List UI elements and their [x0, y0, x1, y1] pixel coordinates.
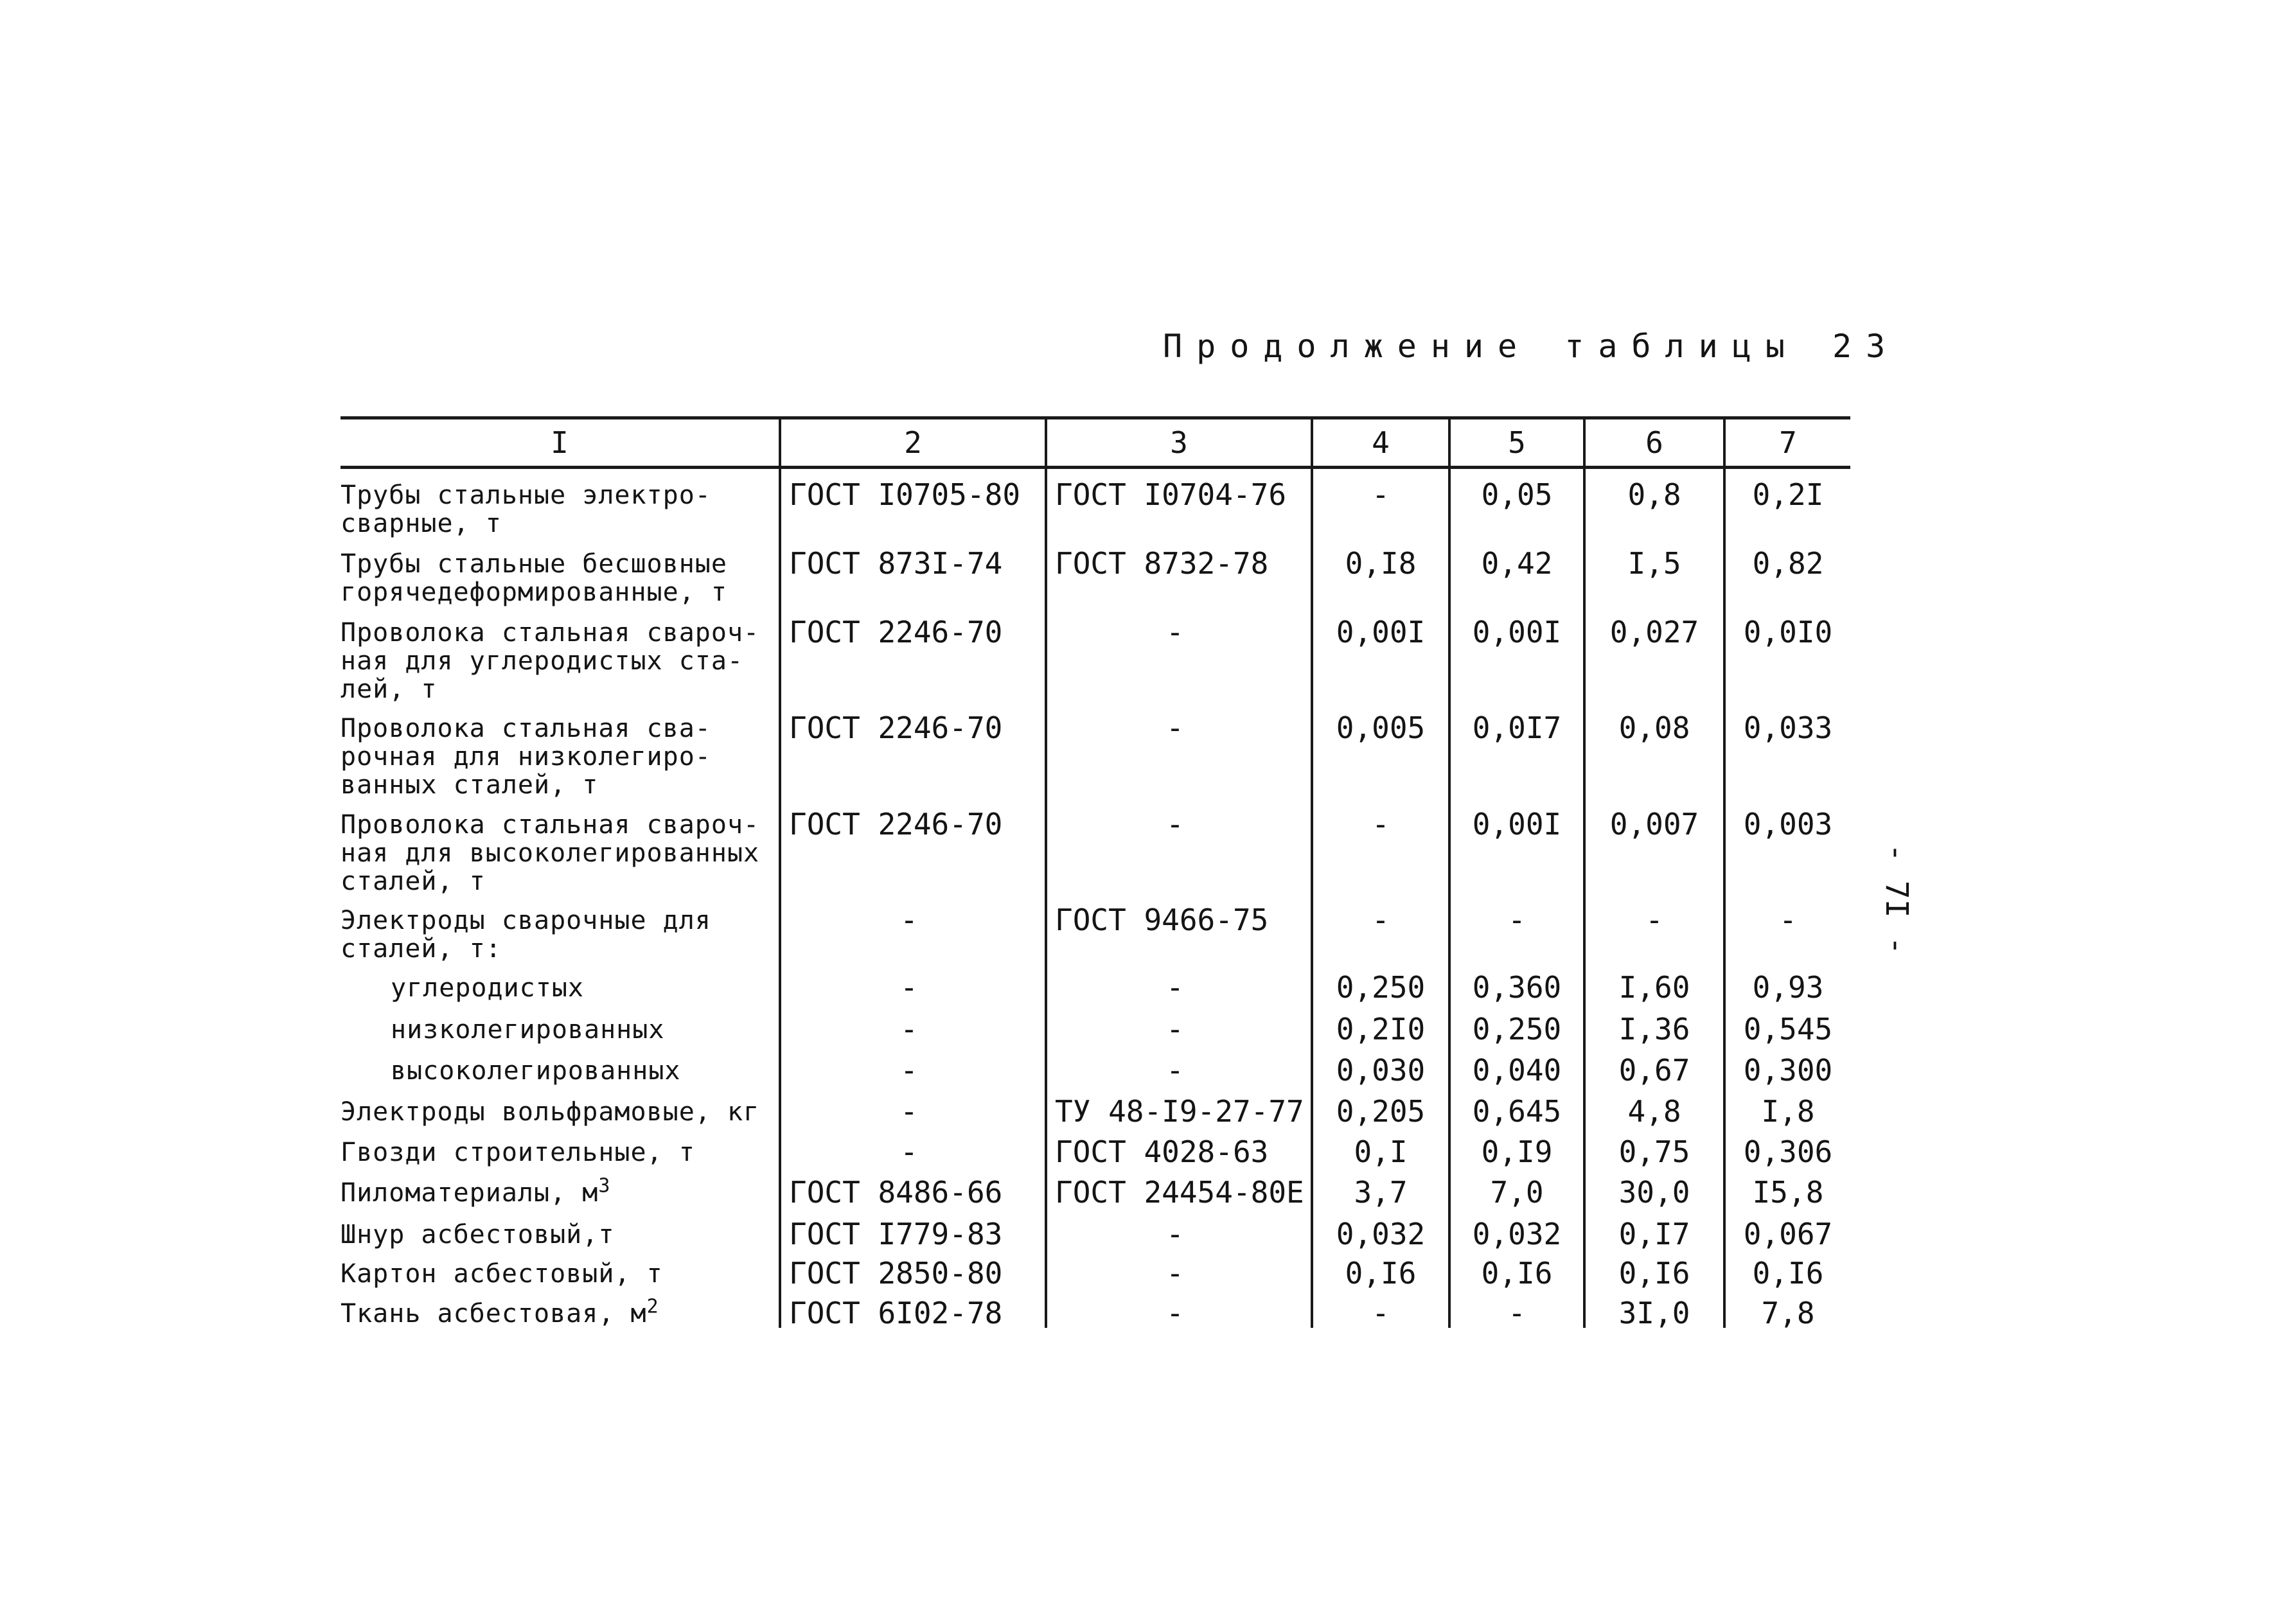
gost-main-cell: ГОСТ 2246-70: [789, 615, 1003, 649]
material-name-text: Гвозди строительные, т: [341, 1138, 695, 1167]
value-cell-6: 0,007: [1609, 807, 1699, 842]
gost-main-cell: ГОСТ 8486-66: [789, 1175, 1003, 1210]
material-name: [341, 714, 772, 799]
column-header: 2: [904, 425, 922, 460]
value-cell-7: I,8: [1761, 1094, 1815, 1129]
gost-ref-cell: ГОСТ 9466-75: [1055, 903, 1269, 937]
value-cell-6: 0,8: [1627, 477, 1681, 512]
table-caption: Продолжение таблицы 23: [1163, 328, 1900, 365]
material-name: [341, 1098, 772, 1126]
value-cell-7: 0,003: [1743, 807, 1833, 842]
material-name: [341, 1221, 772, 1249]
gost-main-cell: ГОСТ 873I-74: [789, 546, 1003, 581]
unit-exponent: 3: [598, 1174, 611, 1197]
material-name-text: Пиломатериалы, м: [341, 1178, 599, 1208]
gost-main-cell: -: [900, 1053, 918, 1088]
column-divider: [1045, 419, 1047, 1328]
material-name: [391, 1057, 772, 1085]
material-name-text: Шнур асбестовый,т: [341, 1220, 615, 1249]
value-cell-4: 0,I8: [1345, 546, 1417, 581]
value-cell-7: 0,300: [1743, 1053, 1833, 1088]
page-number: - 7I -: [1879, 843, 1915, 955]
material-name-text: углеродистых: [391, 973, 584, 1003]
material-name-text: Проволока стальная свароч- ная для углеродистых ста- лей, т: [341, 618, 760, 704]
value-cell-7: 0,067: [1743, 1217, 1833, 1251]
value-cell-6: 0,027: [1609, 615, 1699, 649]
value-cell-5: -: [1508, 1296, 1526, 1330]
value-cell-6: 3I,0: [1618, 1296, 1690, 1330]
gost-main-cell: -: [900, 970, 918, 1005]
gost-ref-cell: -: [1166, 710, 1184, 745]
value-cell-5: 0,0I7: [1472, 710, 1562, 745]
column-header: 4: [1372, 425, 1390, 460]
gost-main-cell: ГОСТ 2850-80: [789, 1256, 1003, 1291]
material-name-text: Проволока стальная сва- рочная для низколегиро- ванных сталей, т: [341, 714, 711, 800]
value-cell-6: 0,I6: [1618, 1256, 1690, 1291]
value-cell-6: I,60: [1618, 970, 1690, 1005]
material-name: [391, 1016, 772, 1044]
value-cell-4: -: [1372, 903, 1390, 937]
value-cell-5: 0,00I: [1472, 807, 1562, 842]
material-name-text: Трубы стальные электро- сварные, т: [341, 481, 711, 538]
material-name: [341, 1138, 772, 1167]
gost-ref-cell: ГОСТ I0704-76: [1055, 477, 1287, 512]
material-name-text: высоколегированных: [391, 1056, 681, 1086]
value-cell-7: 0,033: [1743, 710, 1833, 745]
gost-ref-cell: -: [1166, 807, 1184, 842]
value-cell-4: 0,030: [1336, 1053, 1426, 1088]
value-cell-5: 0,040: [1472, 1053, 1562, 1088]
unit-exponent: 2: [646, 1295, 659, 1318]
gost-ref-cell: -: [1166, 615, 1184, 649]
value-cell-6: 4,8: [1627, 1094, 1681, 1129]
material-name-text: Электроды вольфрамовые, кг: [341, 1097, 760, 1127]
value-cell-4: -: [1372, 1296, 1390, 1330]
gost-ref-cell: -: [1166, 1217, 1184, 1251]
material-name: [341, 481, 772, 538]
value-cell-7: -: [1779, 903, 1797, 937]
value-cell-4: 0,032: [1336, 1217, 1426, 1251]
gost-ref-cell: -: [1166, 1296, 1184, 1330]
material-name: [341, 1260, 772, 1288]
materials-table: [341, 416, 1850, 1328]
value-cell-6: 0,08: [1618, 710, 1690, 745]
gost-main-cell: -: [900, 1134, 918, 1169]
material-name-text: Электроды сварочные для сталей, т:: [341, 906, 711, 964]
material-name: [391, 974, 772, 1002]
value-cell-4: 0,205: [1336, 1094, 1426, 1129]
material-name: [341, 1295, 772, 1328]
value-cell-5: 0,I9: [1481, 1134, 1553, 1169]
gost-ref-cell: ГОСТ 4028-63: [1055, 1134, 1269, 1169]
value-cell-7: 0,82: [1752, 546, 1824, 581]
value-cell-5: 0,42: [1481, 546, 1553, 581]
material-name-text: Ткань асбестовая, м: [341, 1299, 647, 1328]
value-cell-4: -: [1372, 477, 1390, 512]
gost-main-cell: ГОСТ I0705-80: [789, 477, 1021, 512]
gost-ref-cell: -: [1166, 1053, 1184, 1088]
value-cell-5: 7,0: [1490, 1175, 1544, 1210]
material-name-text: Проволока стальная свароч- ная для высоколегированных сталей, т: [341, 810, 760, 896]
value-cell-6: 0,67: [1618, 1053, 1690, 1088]
material-name: [341, 550, 772, 606]
value-cell-7: I5,8: [1752, 1175, 1824, 1210]
column-header: I: [551, 425, 569, 460]
material-name: [341, 619, 772, 703]
value-cell-4: 0,250: [1336, 970, 1426, 1005]
value-cell-4: 0,I6: [1345, 1256, 1417, 1291]
gost-ref-cell: -: [1166, 1012, 1184, 1046]
value-cell-6: -: [1645, 903, 1663, 937]
material-name-text: низколегированных: [391, 1015, 665, 1045]
value-cell-5: 0,I6: [1481, 1256, 1553, 1291]
gost-ref-cell: -: [1166, 1256, 1184, 1291]
value-cell-6: 0,I7: [1618, 1217, 1690, 1251]
column-header: 5: [1508, 425, 1526, 460]
value-cell-6: 0,75: [1618, 1134, 1690, 1169]
gost-main-cell: -: [900, 903, 918, 937]
material-name-text: Картон асбестовый, т: [341, 1259, 663, 1289]
value-cell-7: 0,I6: [1752, 1256, 1824, 1291]
value-cell-5: 0,360: [1472, 970, 1562, 1005]
value-cell-5: 0,00I: [1472, 615, 1562, 649]
value-cell-5: 0,05: [1481, 477, 1553, 512]
value-cell-4: 0,2I0: [1336, 1012, 1426, 1046]
value-cell-4: -: [1372, 807, 1390, 842]
value-cell-7: 0,93: [1752, 970, 1824, 1005]
material-name: [341, 811, 772, 896]
value-cell-6: I,5: [1627, 546, 1681, 581]
gost-ref-cell: ГОСТ 24454-80Е: [1055, 1175, 1304, 1210]
gost-main-cell: ГОСТ 6I02-78: [789, 1296, 1003, 1330]
header-rule: [341, 466, 1850, 469]
column-header: 3: [1170, 425, 1188, 460]
gost-main-cell: ГОСТ 2246-70: [789, 807, 1003, 842]
value-cell-4: 0,I: [1354, 1134, 1408, 1169]
material-name: [341, 1174, 772, 1208]
column-header: 7: [1779, 425, 1797, 460]
material-name: [341, 906, 772, 963]
value-cell-5: 0,250: [1472, 1012, 1562, 1046]
gost-main-cell: ГОСТ I779-83: [789, 1217, 1003, 1251]
value-cell-5: 0,032: [1472, 1217, 1562, 1251]
value-cell-6: I,36: [1618, 1012, 1690, 1046]
gost-ref-cell: ТУ 48-I9-27-77: [1055, 1094, 1304, 1129]
value-cell-7: 7,8: [1761, 1296, 1815, 1330]
gost-ref-cell: ГОСТ 8732-78: [1055, 546, 1269, 581]
gost-main-cell: ГОСТ 2246-70: [789, 710, 1003, 745]
value-cell-4: 3,7: [1354, 1175, 1408, 1210]
value-cell-4: 0,00I: [1336, 615, 1426, 649]
value-cell-6: 30,0: [1618, 1175, 1690, 1210]
column-header: 6: [1645, 425, 1663, 460]
value-cell-4: 0,005: [1336, 710, 1426, 745]
gost-ref-cell: -: [1166, 970, 1184, 1005]
value-cell-7: 0,2I: [1752, 477, 1824, 512]
value-cell-5: 0,645: [1472, 1094, 1562, 1129]
value-cell-7: 0,545: [1743, 1012, 1833, 1046]
column-divider: [779, 419, 781, 1328]
gost-main-cell: -: [900, 1012, 918, 1046]
value-cell-5: -: [1508, 903, 1526, 937]
gost-main-cell: -: [900, 1094, 918, 1129]
value-cell-7: 0,306: [1743, 1134, 1833, 1169]
value-cell-7: 0,0I0: [1743, 615, 1833, 649]
material-name-text: Трубы стальные бесшовные горячедеформированные, т: [341, 549, 727, 607]
